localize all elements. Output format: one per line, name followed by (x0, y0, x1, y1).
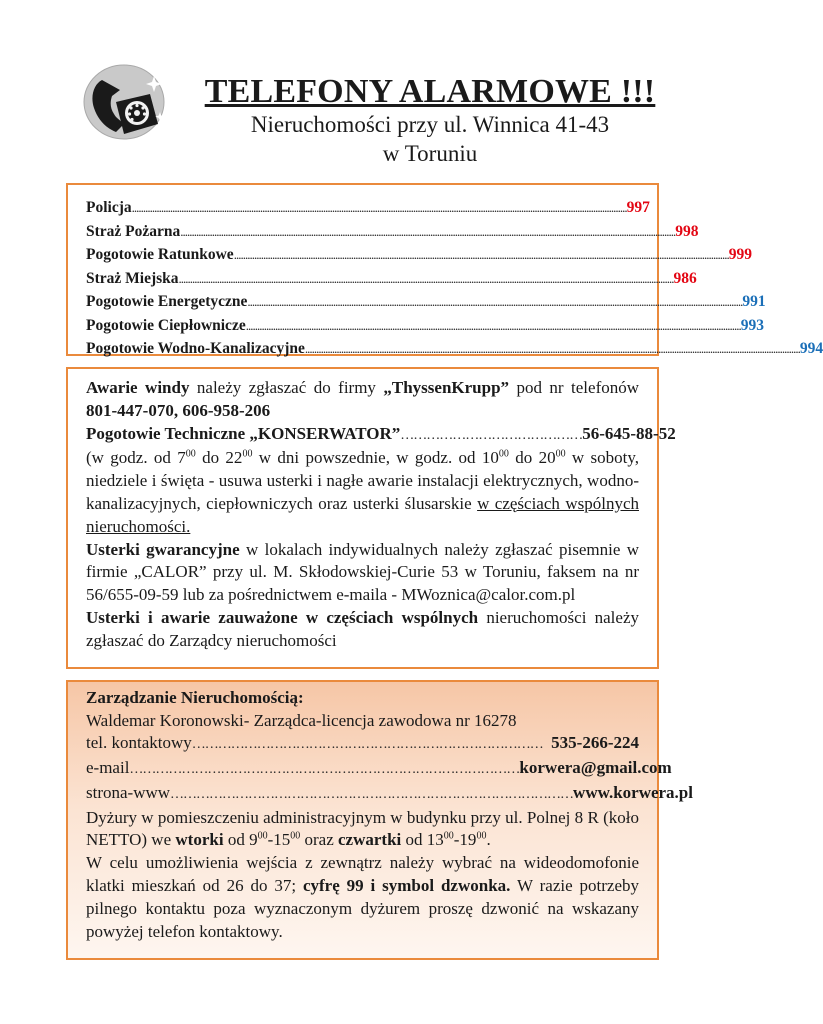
elevator-text: należy zgłaszać do firmy (189, 378, 384, 397)
emergency-service-name: Pogotowie Ciepłownicze (86, 316, 246, 334)
entry-bold: cyfrę 99 i symbol dzwonka. (302, 876, 511, 896)
phone-number[interactable]: 535-266-224 (551, 733, 639, 753)
elevator-label: Awarie windy (86, 378, 190, 397)
hours-text-c: w dni powszednie, w godz. od 10 (252, 448, 499, 468)
emergency-number[interactable]: 991 (742, 293, 766, 310)
elevator-phones: 801-447-070, 606-958-206 (86, 400, 271, 420)
elevator-paragraph (86, 377, 639, 423)
duty-text-a: Dyżury w pomieszczeniu administracyjnym w budynku przy ul. Polnej 8 R (koło NETTO) we (86, 807, 639, 850)
tech-hours-paragraph (86, 447, 639, 538)
emergency-row (86, 196, 650, 220)
hours-text-a: (w godz. od 7 (86, 448, 186, 468)
duty-day-1: wtorki (175, 830, 224, 850)
faults-box (66, 367, 676, 669)
common-areas-paragraph (86, 607, 639, 653)
emergency-numbers-box (66, 183, 823, 357)
leader-dots: ............................................................................................................................................................................................................................ (233, 247, 729, 262)
management-heading: Zarządzanie Nieruchomością: (86, 688, 304, 707)
website-line (86, 782, 693, 807)
duty-sup-1: 00 (257, 830, 268, 842)
entry-text-b: W razie potrzeby pilnego kontaktu poza wyznaczonym dyżurem proszę dzwonić na wskazany powyżej telefon kontaktowy. (86, 876, 639, 941)
emergency-row (86, 267, 697, 291)
duty-text-g: . (486, 830, 491, 850)
tech-line (86, 423, 676, 448)
emergency-row (86, 220, 699, 244)
elevator-company: „ThyssenKrupp” (383, 378, 510, 397)
emergency-number[interactable]: 998 (675, 222, 699, 240)
elevator-text-2: pod nr telefonów (509, 378, 640, 397)
subtitle-line-2: w Toruniu (382, 141, 478, 166)
duty-day-2: czwartki (338, 830, 402, 850)
emergency-number[interactable]: 986 (673, 269, 697, 287)
website-label: strona-www (86, 782, 171, 802)
tech-leader-dots: …………………………………… (400, 427, 583, 443)
hours-sup-b: 00 (242, 448, 253, 460)
email-label: e-mail (86, 758, 130, 778)
leader-dots: ............................................................................................................................................................................................................................ (245, 317, 741, 333)
emergency-list (86, 196, 823, 361)
entry-paragraph (86, 852, 639, 943)
duty-sup-3: 00 (443, 830, 454, 842)
duty-hours-paragraph (86, 807, 639, 853)
emergency-number[interactable]: 993 (740, 316, 764, 334)
leader-dots: ............................................................................................................................................................................................................................ (178, 270, 674, 286)
page-title: TELEFONY ALARMOWE !!! (204, 73, 656, 110)
emergency-service-name: Straż Pożarna (86, 222, 181, 240)
duty-text-b: od 9 (223, 830, 258, 850)
emergency-number[interactable]: 994 (799, 340, 823, 357)
emergency-row (86, 314, 764, 338)
emergency-row (86, 243, 752, 267)
hours-sup-c: 00 (498, 448, 509, 460)
website-address[interactable]: www.korwera.pl (573, 782, 693, 802)
duty-text-d: oraz (300, 830, 338, 850)
leader-dots: ............................................................................................................................................................................................................................ (131, 200, 627, 215)
emergency-row (86, 290, 766, 314)
duty-sup-2: 00 (290, 830, 301, 842)
hours-text-d: do 20 (508, 448, 556, 468)
leader-dots: ............................................................................................................................................................................................................................ (247, 294, 743, 309)
hours-sup-d: 00 (555, 448, 566, 460)
management-box (66, 680, 693, 960)
tech-name: Pogotowie Techniczne „KONSERWATOR” (86, 423, 401, 443)
common-areas-text: nieruchomości należy zgłaszać do Zarządcy nieruchomości (86, 607, 639, 650)
hours-underline: w częściach wspólnych nieruchomości. (86, 493, 639, 536)
hours-text-b: do 22 (195, 448, 243, 468)
emergency-service-name: Pogotowie Ratunkowe (86, 246, 234, 263)
emergency-service-name: Straż Miejska (86, 269, 179, 287)
phone-label: tel. kontaktowy (86, 733, 192, 753)
hours-text-e: w soboty, niedziele i święta - usuwa usterki i nagłe awarie instalacji elektrycznych, wodno-kanalizacyjnych, ciepłowniczych oraz usterki ślusarskie (86, 448, 640, 513)
leader-dots: ............................................................................................................................................................................................................................ (180, 223, 676, 239)
emergency-service-name: Pogotowie Energetyczne (86, 293, 248, 310)
hours-sup-a: 00 (185, 448, 196, 460)
duty-sup-4: 00 (476, 830, 487, 842)
phone-line (86, 732, 639, 757)
email-line (86, 757, 672, 782)
warranty-label: Usterki gwarancyjne (86, 539, 240, 559)
emergency-number[interactable]: 999 (728, 246, 752, 263)
emergency-number[interactable]: 997 (626, 199, 650, 216)
emergency-service-name: Pogotowie Wodno-Kanalizacyjne (86, 340, 305, 357)
common-areas-label: Usterki i awarie zauważone w częściach wspólnych (86, 607, 479, 627)
subtitle-line-1: Nieruchomości przy ul. Winnica 41-43 (250, 112, 610, 137)
warranty-text: w lokalach indywidualnych należy zgłaszać pisemnie w firmie „CALOR” przy ul. M. Skłodowskiej-Curie 53 w Toruniu, faksem na nr 56/655-09-59 lub za pośrednictwem e-maila - MWoznica@calor.com.pl (86, 539, 639, 605)
phone-leader-dots: ……………………………………………………………………… (191, 737, 543, 753)
emergency-service-name: Policja (86, 199, 132, 216)
page-subtitle (150, 110, 710, 168)
warranty-paragraph (86, 539, 639, 607)
tech-phone: 56-645-88-52 (582, 423, 676, 443)
manager-line: Waldemar Koronowski- Zarządca-licencja zawodowa nr 16278 (86, 710, 517, 730)
entry-text-a: W celu umożliwienia wejścia z zewnątrz należy wybrać na wideodomofonie klatki mieszkań od 26 do 37; (86, 853, 639, 896)
email-leader-dots: ……………………………………………………………………………… (129, 762, 520, 778)
email-address[interactable]: korwera@gmail.com (519, 758, 672, 778)
duty-text-e: od 13 (401, 830, 444, 850)
duty-text-c: -15 (267, 830, 291, 850)
duty-text-f: -19 (453, 830, 477, 850)
emergency-row (86, 337, 823, 361)
website-leader-dots: ………………………………………………………………………………… (170, 786, 574, 802)
leader-dots: ............................................................................................................................................................................................................................ (304, 341, 800, 356)
